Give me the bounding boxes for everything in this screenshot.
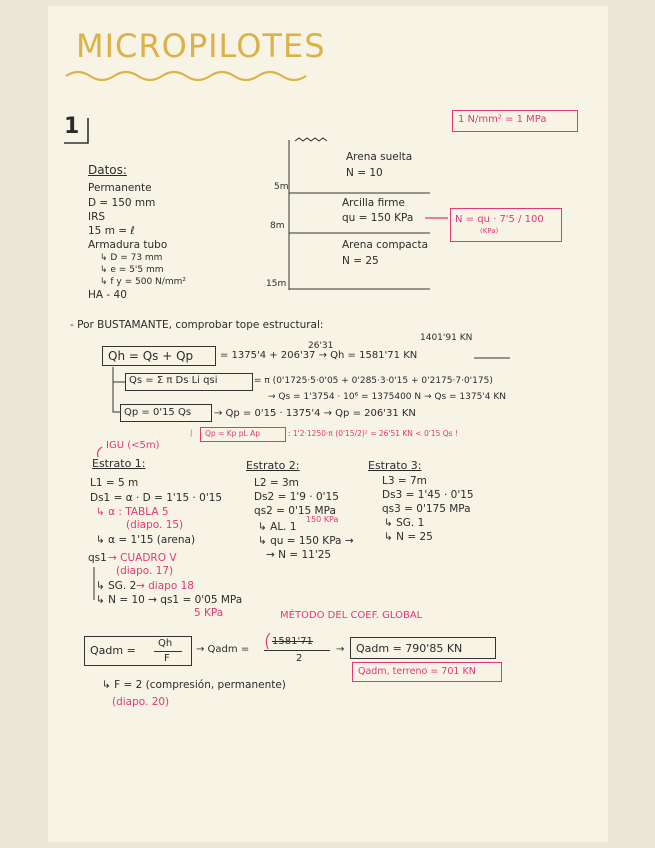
method-label: MÉTODO DEL COEF. GLOBAL bbox=[280, 610, 423, 621]
qadm-result: Qadm = 790'85 KN bbox=[356, 642, 463, 655]
qh-equation: = 1375'4 + 206'37 → Qh = 1581'71 KN bbox=[220, 350, 418, 361]
estrato2-line: L2 = 3m bbox=[254, 477, 299, 489]
estrato1-n: ↳ N = 10 → qs1 = 0'05 MPa bbox=[96, 594, 243, 606]
layer1-name: Arena suelta bbox=[346, 151, 413, 163]
igu-label: IGU (<5m) bbox=[106, 440, 160, 451]
estrato1-line: L1 = 5 m bbox=[90, 477, 139, 489]
qadm-frac-line-2 bbox=[264, 650, 330, 651]
datos-line: Armadura tubo bbox=[88, 239, 168, 251]
n-formula: N = qu · 7'5 / 100 bbox=[455, 214, 544, 225]
qp-equation: → Qp = 0'15 · 1375'4 → Qp = 206'31 KN bbox=[214, 408, 416, 419]
estrato2-heading: Estrato 2: bbox=[246, 459, 300, 472]
bustamante-heading: - Por BUSTAMANTE, comprobar tope estructural: bbox=[70, 319, 324, 331]
estrato2-line: → N = 11'25 bbox=[266, 549, 332, 561]
layer2-qu: qu = 150 KPa bbox=[342, 212, 414, 224]
estrato1-sg-pink: → diapo 18 bbox=[136, 580, 194, 592]
datos-heading: Datos: bbox=[88, 163, 127, 177]
qp-box-text: Qp = 0'15 Qs bbox=[124, 407, 192, 418]
layer3-n: N = 25 bbox=[342, 255, 379, 267]
datos-line: ↳ f y = 500 N/mm² bbox=[100, 277, 186, 287]
estrato3-heading: Estrato 3: bbox=[368, 459, 422, 472]
estrato3-line: L3 = 7m bbox=[382, 475, 427, 487]
qadm-arrow: → Qadm = bbox=[196, 644, 250, 655]
qp-note: Qp = Kp pL Ap bbox=[205, 429, 260, 438]
depth-5: 5m bbox=[274, 182, 289, 192]
datos-line: HA - 40 bbox=[88, 289, 127, 301]
qp-note-2: : 1'2·1250·π (0'15/2)² = 26'51 KN < 0'15 Qs ! bbox=[288, 429, 458, 438]
qadm-frac-num: 1581'71 bbox=[272, 636, 313, 647]
qs-equation: = π (0'1725·5·0'05 + 0'285·3·0'15 + 0'2175·7·0'175) bbox=[254, 376, 493, 386]
estrato1-pink: ↳ α : TABLA 5 bbox=[96, 506, 169, 518]
estrato1-qs1: qs1 bbox=[88, 552, 107, 564]
datos-line: ↳ e = 5'5 mm bbox=[100, 265, 164, 275]
layer2-name: Arcilla firme bbox=[342, 197, 405, 209]
estrato1-kpa: 5 KPa bbox=[194, 607, 224, 619]
estrato2-line: Ds2 = 1'9 · 0'15 bbox=[254, 491, 339, 503]
layer1-n: N = 10 bbox=[346, 167, 383, 179]
datos-line: D = 150 mm bbox=[88, 197, 156, 209]
qadm-frac-line bbox=[154, 651, 182, 652]
qadm-frac-bottom: F bbox=[164, 653, 170, 664]
n-unit: (KPa) bbox=[480, 227, 499, 235]
qadm-box-left: Qadm = bbox=[90, 644, 136, 657]
estrato2-pink: 150 KPa bbox=[306, 515, 339, 524]
depth-15: 15m bbox=[266, 279, 287, 289]
estrato1-heading: Estrato 1: bbox=[92, 457, 146, 470]
unit-note: 1 N/mm² = 1 MPa bbox=[458, 114, 547, 125]
qs-equation-2: → Qs = 1'3754 · 10⁶ = 1375400 N → Qs = 1375'4 KN bbox=[268, 392, 507, 402]
qadm-arrow-2: → bbox=[336, 644, 345, 655]
estrato1-alpha: ↳ α = 1'15 (arena) bbox=[96, 534, 196, 546]
estrato3-line: qs3 = 0'175 MPa bbox=[382, 503, 471, 515]
estrato1-sg: ↳ SG. 2 bbox=[96, 580, 137, 592]
datos-line: ↳ D = 73 mm bbox=[100, 253, 163, 263]
estrato2-line: qs2 = 0'15 MPa bbox=[254, 505, 336, 517]
estrato1-qs1-pink-2: (diapo. 17) bbox=[116, 565, 174, 577]
qh-box-text: Qh = Qs + Qp bbox=[108, 349, 194, 363]
estrato1-line: Ds1 = α · D = 1'15 · 0'15 bbox=[90, 492, 223, 504]
datos-line: IRS bbox=[88, 211, 106, 223]
estrato2-line: ↳ qu = 150 KPa → bbox=[258, 535, 354, 547]
problem-number: 1 bbox=[64, 114, 80, 139]
datos-line: 15 m = ℓ bbox=[88, 225, 135, 237]
qh-above-2: 1401'91 KN bbox=[420, 333, 473, 343]
qs-box-text: Qs = Σ π Ds Li qsi bbox=[129, 375, 218, 386]
estrato3-line: ↳ SG. 1 bbox=[384, 517, 425, 529]
factor-pink: (diapo. 20) bbox=[112, 696, 170, 708]
qadm-terreno: Qadm, terreno = 701 KN bbox=[358, 666, 476, 677]
estrato2-line: ↳ AL. 1 bbox=[258, 521, 297, 533]
qadm-frac-den: 2 bbox=[296, 653, 303, 664]
qadm-frac-top: Qh bbox=[158, 638, 173, 649]
page-title: MICROPILOTES bbox=[76, 27, 326, 65]
qh-above-1: 26'31 bbox=[308, 341, 334, 351]
depth-8: 8m bbox=[270, 221, 285, 231]
estrato3-line: Ds3 = 1'45 · 0'15 bbox=[382, 489, 474, 501]
estrato1-pink: (diapo. 15) bbox=[126, 519, 184, 531]
factor-line: ↳ F = 2 (compresión, permanente) bbox=[102, 679, 286, 691]
estrato1-qs1-pink: → CUADRO V bbox=[108, 552, 177, 564]
qp-note-bar: | bbox=[190, 429, 193, 437]
layer3-name: Arena compacta bbox=[342, 239, 429, 251]
datos-line: Permanente bbox=[88, 182, 152, 194]
estrato3-line: ↳ N = 25 bbox=[384, 531, 433, 543]
